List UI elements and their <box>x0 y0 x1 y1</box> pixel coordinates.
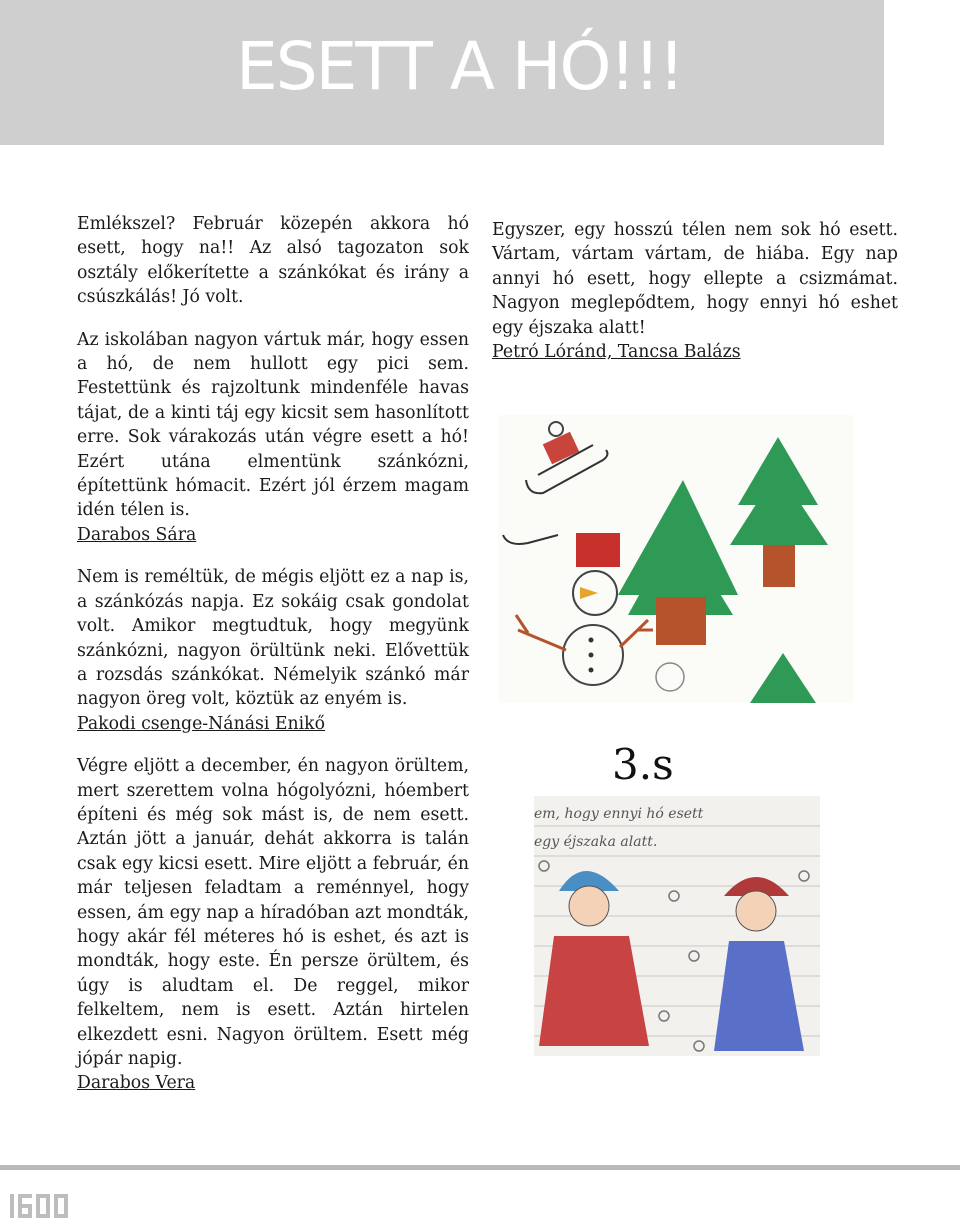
class-label: 3.s <box>612 740 674 789</box>
handwritten-line-2: egy éjszaka alatt. <box>534 834 658 850</box>
author-signature: Pakodi csenge-Nánási Enikő <box>77 713 326 734</box>
title-banner <box>0 0 884 145</box>
paragraph-story-petro <box>492 218 898 364</box>
paragraph-intro: Emlékszel? Február közepén akkora hó esett, hogy na!! Az alsó tagozaton sok osztály előkerítette a szánkókat és irány a csúszkálás! Jó volt. <box>77 214 469 308</box>
story-text: Az iskolában nagyon vártuk már, hogy essen a hó, de nem hullott egy pici sem. Festettünk és rajzoltunk mindenféle havas tájat, de a kinti táj egy kicsit sem hasonlított erre. Sok várakozás után végre esett a hó! Ezért utána elmentünk szánkózni, építettünk hómacit. Ezért jól érzem magam idén télen is. <box>77 329 469 521</box>
story-text: Egyszer, egy hosszú télen nem sok hó esett. Vártam, vártam vártam, de hiába. Egy nap annyi hó esett, hogy ellepte a csizmámat. Nagyon meglepődtem, hogy ennyi hó eshet egy éjszaka alatt! <box>492 220 898 338</box>
paragraph-story-sara <box>77 328 469 548</box>
author-signature: Darabos Sára <box>77 524 197 545</box>
footer-divider <box>0 1165 960 1170</box>
author-signature: Petró Lóránd, Tancsa Balázs <box>492 342 741 363</box>
drawing-two-children <box>534 796 820 1056</box>
page-title: ESETT A HÓ!!! <box>236 28 683 105</box>
author-signature: Darabos Vera <box>77 1073 196 1094</box>
story-text: Végre eljött a december, én nagyon örültem, mert szerettem volna hógolyózni, hóembert építeni és még sok mást is, de nem esett. Aztán jött a január, dehát akkorra is talán csak egy kicsi esett. Mire eljött a február, én már teljesen feladtam a reménnyel, hogy essen, ám egy nap a híradóban azt mondták, hogy akár fél méteres hó is eshet, és azt is mondták, hogy este. Én persze örültem, és úgy is aludtam el. De reggel, mikor felkeltem, nem is esett. Aztán hirtelen elkezdett esni. Nagyon örültem. Esett még jópár napig. <box>77 756 469 1069</box>
story-text: Nem is reméltük, de mégis eljött ez a nap is, a szánkózás napja. Ez sokáig csak gondolat volt. Amikor megtudtuk, hogy megyünk szánkózni, nagyon örültünk neki. Elővettük a rozsdás szánkókat. Némelyik szánkó már nagyon öreg volt, köztük az enyém is. <box>77 567 469 710</box>
paragraph-story-pakodi <box>77 565 469 736</box>
paragraph-story-vera <box>77 754 469 1096</box>
drawing-winter-scene <box>498 415 854 703</box>
left-column <box>77 212 469 1114</box>
right-column <box>492 218 898 382</box>
handwritten-line-1: em, hogy ennyi hó esett <box>534 806 704 822</box>
footer-logo-icon <box>10 1192 70 1226</box>
